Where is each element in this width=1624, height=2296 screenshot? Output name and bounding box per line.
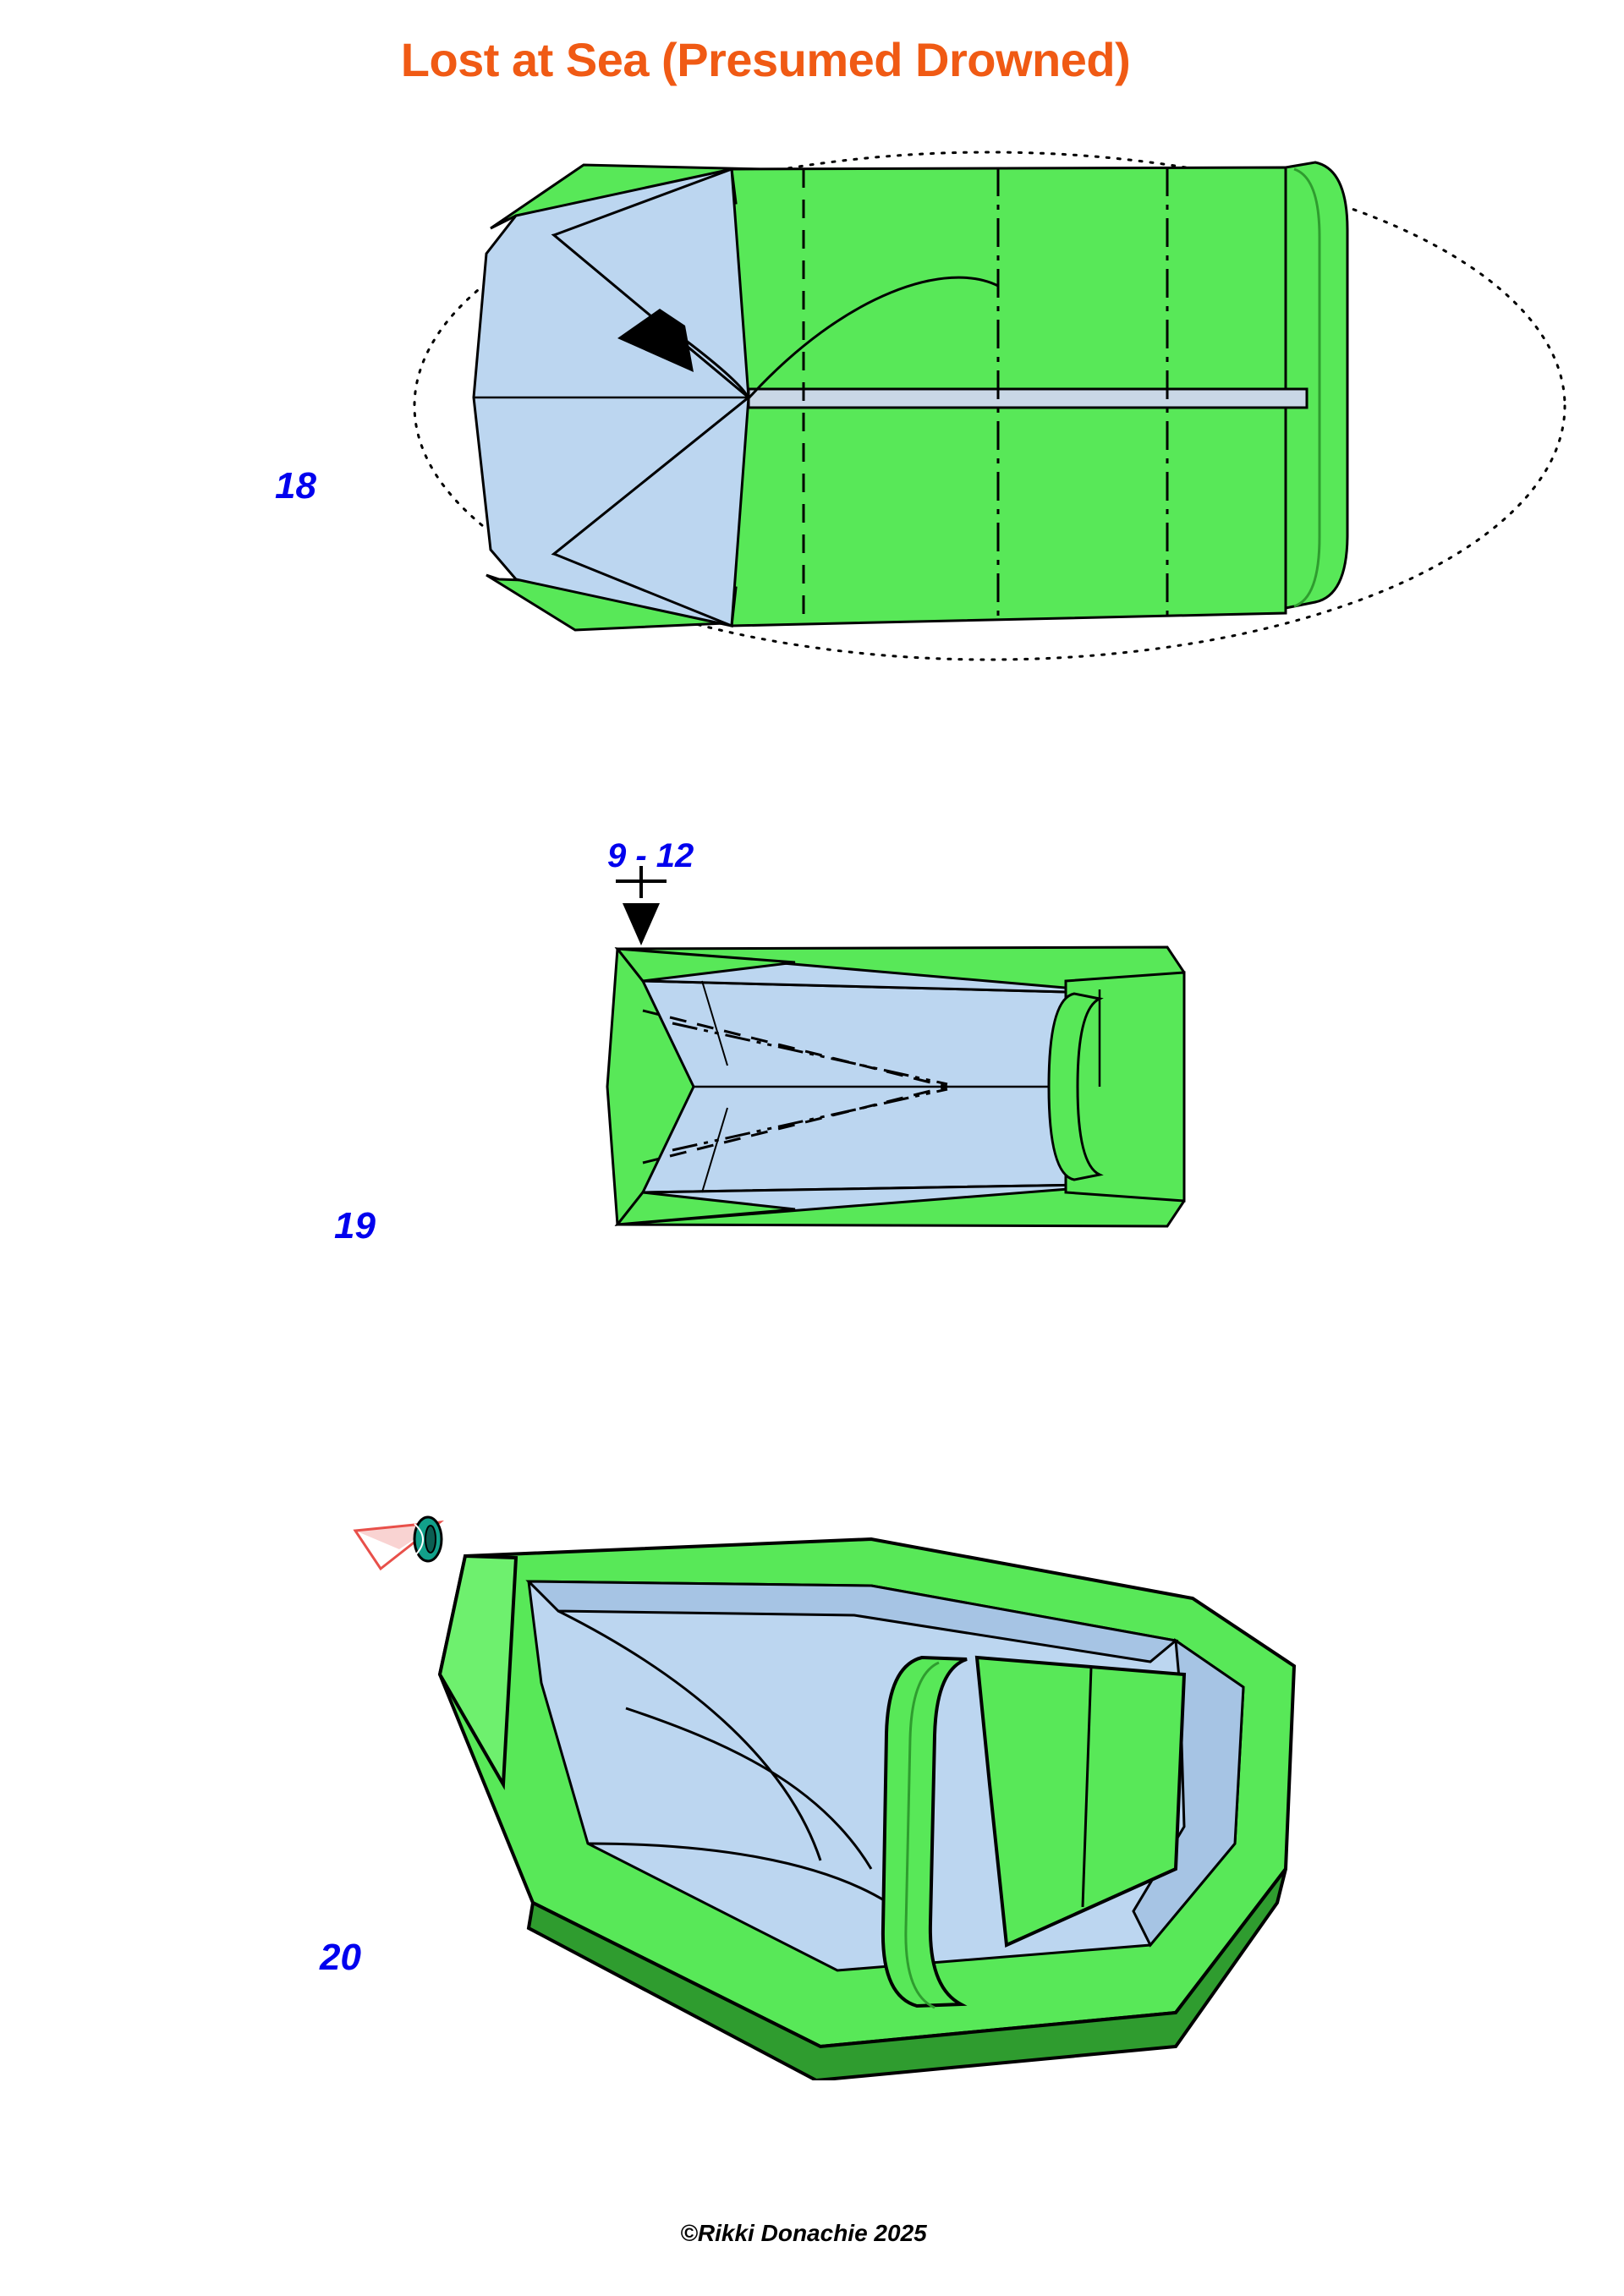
eye-view-direction-icon bbox=[355, 1517, 442, 1569]
step-number-20: 20 bbox=[320, 1937, 361, 1978]
figure-step-19 bbox=[592, 854, 1226, 1328]
figure-step-20 bbox=[347, 1505, 1362, 2080]
step-number-19: 19 bbox=[334, 1205, 376, 1247]
step-number-18: 18 bbox=[275, 465, 316, 507]
rolled-edge bbox=[1286, 162, 1347, 608]
copyright-credit: ©Rikki Donachie 2025 bbox=[680, 2220, 927, 2246]
repeat-steps-label: 9 - 12 bbox=[607, 837, 694, 874]
figure-step-18 bbox=[406, 118, 1607, 693]
page-title: Lost at Sea (Presumed Drowned) bbox=[400, 33, 1131, 86]
center-spine bbox=[749, 389, 1307, 408]
